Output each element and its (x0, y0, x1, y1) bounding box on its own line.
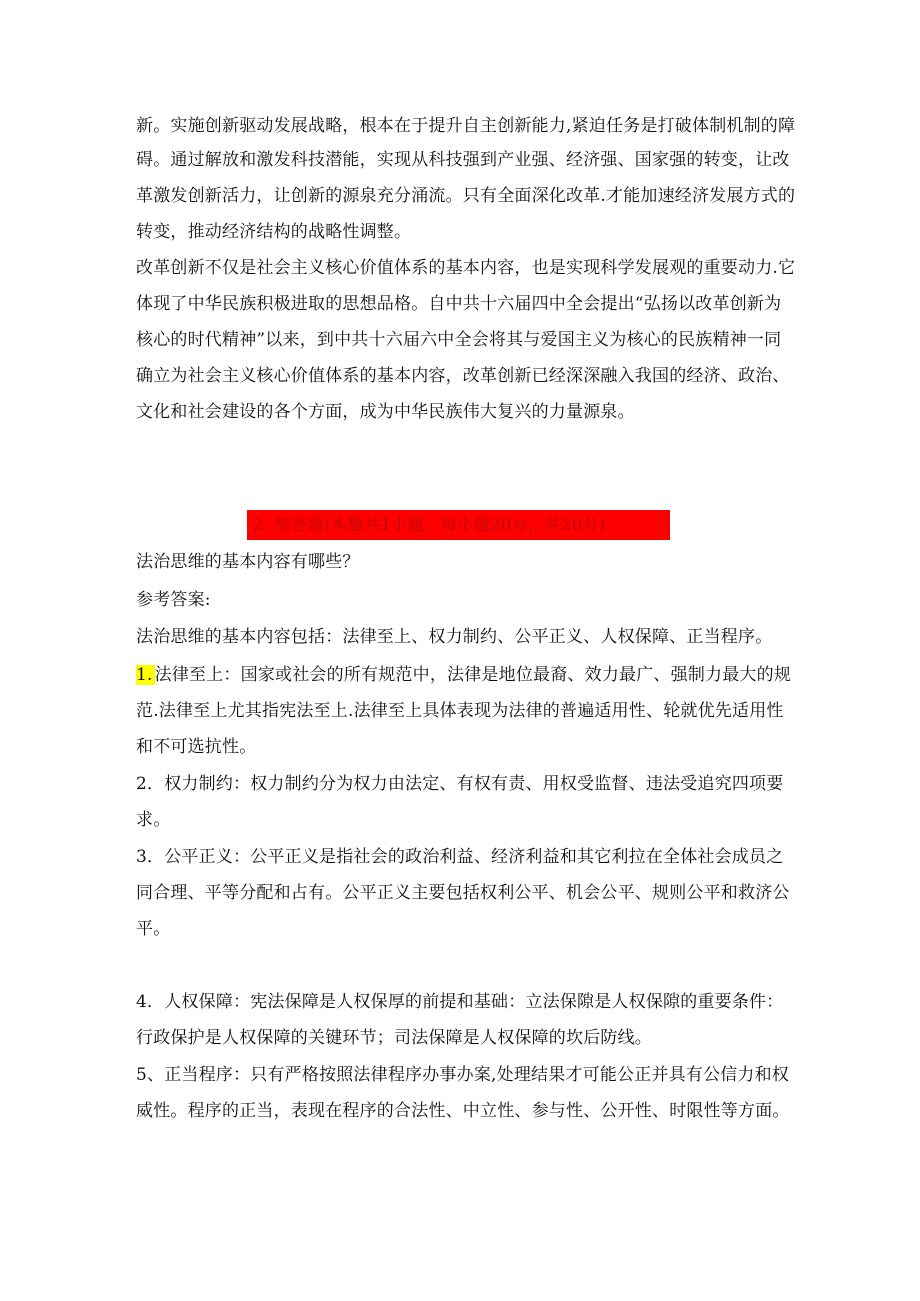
answer-label: 参考答案: (136, 590, 211, 610)
item-1-line-2: 范.法律至上尤其指宪法至上.法律至上具体表现为法律的普遍适用性、轮就优先适用性 (136, 701, 784, 721)
item-3-line-3: 平。 (136, 919, 171, 939)
item-1-line-1 (136, 663, 796, 687)
item-1-line-3: 和不可选抗性。 (136, 737, 257, 757)
item-1-line-1-text: 法律至上：国家或社会的所有规范中，法律是地位最裔、效力最广、强制力最大的规 (154, 665, 792, 685)
paragraph2-line-1: 改革创新不仅是社会主义核心价值体系的基本内容，也是实现科学发展观的重要动力.它 (136, 258, 796, 278)
question-text: 法治思维的基本内容有哪些？ (136, 552, 360, 572)
paragraph2-line-5: 文化和社会建设的各个方面，成为中华民族伟大复兴的力量源泉。 (136, 402, 635, 422)
item-3-line-2: 同合理、平等分配和占有。公平正义主要包括权利公平、机会公平、规则公平和救济公 (136, 883, 790, 903)
paragraph1-line-4: 转变，推动经济结构的战略性调整。 (136, 222, 412, 242)
item-4-line-1: 4．人权保障：宪法保障是人权保厚的前提和基础：立法保隙是人权保隙的重要条件： (136, 992, 784, 1012)
item-1-number-highlight: 1. (136, 665, 153, 685)
item-2-line-1: 2．权力制约：权力制约分为权力由法定、有权有责、用权受监督、违法受追究四项要 (136, 774, 784, 794)
item-3-line-1: 3．公平正义：公平正义是指社会的政治利益、经济利益和其它利拉在全体社会成员之 (136, 847, 784, 867)
paragraph2-line-4: 确立为社会主义核心价值体系的基本内容，改革创新已经深深融入我国的经济、政治、 (136, 366, 790, 386)
item-4-line-2: 行政保护是人权保障的关键环节；司法保障是人权保障的坎后防线。 (136, 1028, 652, 1048)
answer-intro: 法治思维的基本内容包括：法律至上、权力制约、公平正义、人权保障、正当程序。 (136, 627, 773, 647)
paragraph2-line-2: 体现了中华民族积极进取的思想品格。自中共十六届四中全会提出“弘扬以改革创新为 (136, 294, 782, 314)
paragraph1-line-3: 革激发创新活力，让创新的源泉充分涌流。只有全面深化改革.才能加速经济发展方式的 (136, 186, 796, 206)
item-5-line-2: 威性。程序的正当，表现在程序的合法性、中立性、参与性、公开性、时限性等方面。 (136, 1101, 790, 1121)
paragraph1-line-2: 碍。通过解放和激发科技潜能，实现从科技强到产业强、经济强、国家强的转变，让改 (136, 150, 790, 170)
item-2-line-2: 求。 (136, 810, 171, 830)
section-heading: 2. 简答题(本题共1小题，每小题20分，共20分) (253, 515, 606, 534)
item-5-line-1: 5、正当程序：只有严格按照法律程序办事办案,处理结果才可能公正并具有公信力和权 (136, 1065, 790, 1085)
paragraph2-line-3: 核心的时代精神”以来，到中共十六届六中全会将其与爱国主义为核心的民族精神一同 (136, 330, 782, 350)
paragraph1-line-1: 新。实施创新驱动发展战略，根本在于提升自主创新能力,紧迫任务是打破体制机制的障 (136, 116, 796, 136)
